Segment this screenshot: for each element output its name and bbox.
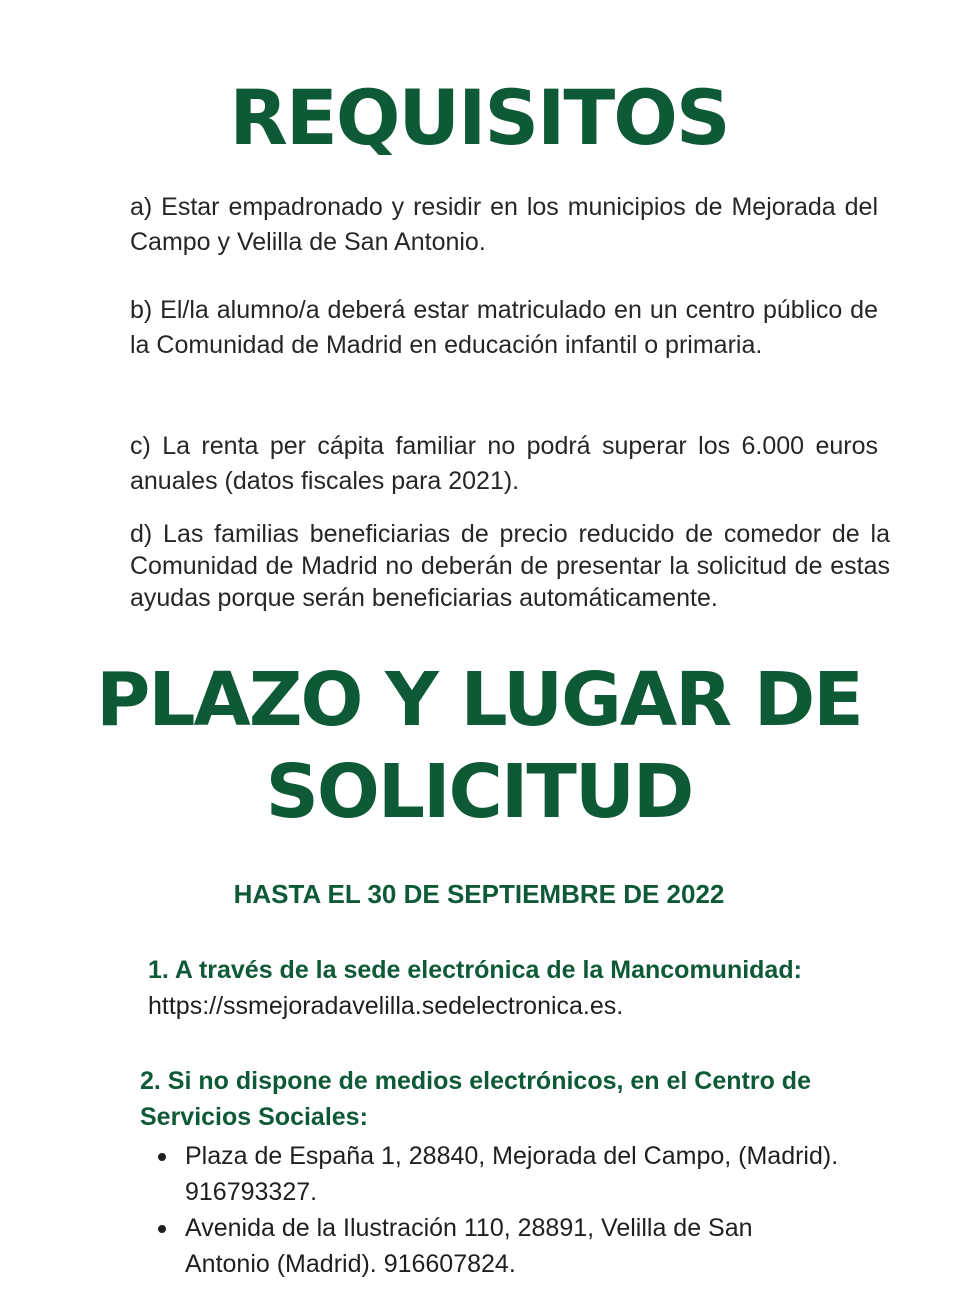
plazo-heading-line1: PLAZO Y LUGAR DE <box>96 657 862 743</box>
address-mejorada <box>140 1138 840 1210</box>
option1-title: 1. A través de la sede electrónica de la Mancomunidad: <box>148 956 802 984</box>
bullet-icon <box>158 1153 166 1161</box>
requirement-b: b) El/la alumno/a deberá estar matriculado en un centro público de la Comunidad de Madrid en educación infantil o primaria. <box>130 296 878 359</box>
requirement-d: d) Las familias beneficiarias de precio reducido de comedor de la Comunidad de Madrid no deberán de presentar la solicitud de estas ayudas porque serán beneficiarias automáticamente. <box>130 520 890 612</box>
plazo-heading <box>0 654 958 838</box>
bullet-icon <box>158 1225 166 1233</box>
requisitos-heading: REQUISITOS <box>229 73 729 162</box>
option2-title: 2. Si no dispone de medios electrónicos, en el Centro de Servicios Sociales: <box>140 1067 811 1131</box>
requirement-a: a) Estar empadronado y residir en los municipios de Mejorada del Campo y Velilla de San Antonio. <box>130 193 878 256</box>
deadline-text: HASTA EL 30 DE SEPTIEMBRE DE 2022 <box>233 879 725 909</box>
address-list <box>140 1138 840 1282</box>
plazo-heading-line2: SOLICITUD <box>265 749 693 835</box>
address-velilla-text: Avenida de la Ilustración 110, 28891, Velilla de San Antonio (Madrid). 916607824. <box>185 1214 753 1278</box>
sede-electronica-link[interactable]: https://ssmejoradavelilla.sedelectronica.es. <box>148 992 624 1020</box>
address-mejorada-text: Plaza de España 1, 28840, Mejorada del Campo, (Madrid). 916793327. <box>185 1142 839 1206</box>
requirement-c: c) La renta per cápita familiar no podrá superar los 6.000 euros anuales (datos fiscales para 2021). <box>130 432 878 495</box>
address-velilla <box>140 1210 840 1282</box>
